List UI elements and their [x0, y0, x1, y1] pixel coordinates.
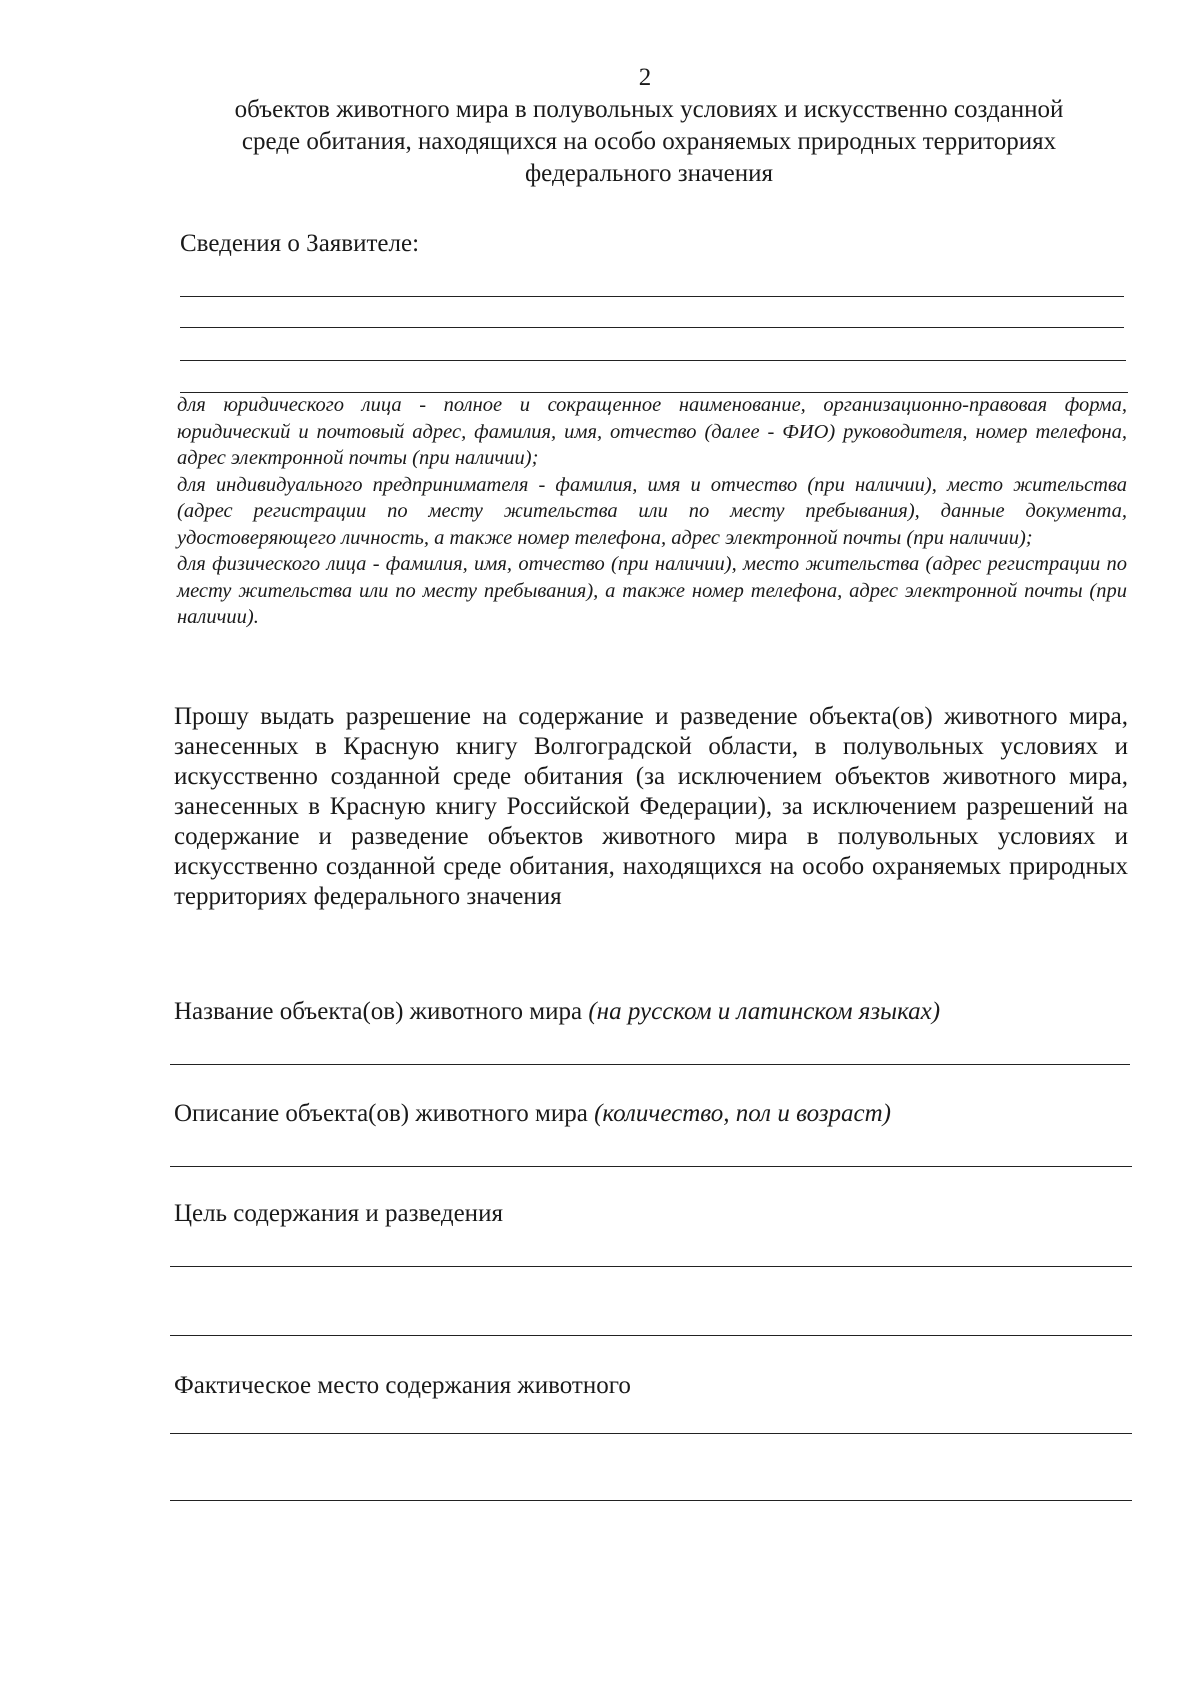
applicant-field-2[interactable]	[180, 327, 1124, 328]
object-name-hint: (на русском и латинском языках)	[588, 998, 941, 1025]
object-description-label	[174, 1098, 891, 1130]
note-entrepreneur: для индивидуального предпринимателя - фамилия, имя и отчество (при наличии), место жительства (адрес регистрации по месту жительства или по месту пребывания), данные документа, удостоверяющего личность, а также номер телефона, адрес электронной почты (при наличии);	[177, 473, 1127, 549]
purpose-field-2[interactable]	[170, 1335, 1132, 1336]
object-name-label-text: Название объекта(ов) животного мира	[174, 998, 583, 1025]
applicant-field-3[interactable]	[180, 360, 1126, 361]
object-description-label-text: Описание объекта(ов) животного мира	[174, 1100, 588, 1127]
object-description-field[interactable]	[170, 1166, 1132, 1167]
location-label: Фактическое место содержания животного	[174, 1372, 631, 1399]
object-description-hint: (количество, пол и возраст)	[594, 1100, 891, 1127]
object-name-field[interactable]	[170, 1064, 1130, 1065]
applicant-label: Сведения о Заявителе:	[180, 230, 420, 257]
heading-line-2: среде обитания, находящихся на особо охраняемых природных территориях	[241, 128, 1057, 155]
request-text: Прошу выдать разрешение на содержание и разведение объекта(ов) животного мира, занесенных в Красную книгу Волгоградской области, в полувольных условиях и искусственно созданной среде обитания (за исключением объектов животного мира, занесенных в Красную книгу Российской Федерации), за исключением разрешений на содержание и разведение объектов животного мира в полувольных условиях и искусственно созданной среде обитания, находящихся на особо охраняемых природных территориях федерального значения	[174, 703, 1128, 910]
purpose-label: Цель содержания и разведения	[174, 1200, 503, 1227]
applicant-instructions	[177, 392, 1127, 631]
applicant-field-1[interactable]	[180, 296, 1124, 297]
form-heading	[170, 94, 1128, 190]
page-number: 2	[638, 64, 652, 91]
object-name-label	[174, 996, 940, 1028]
location-field-1[interactable]	[170, 1433, 1132, 1434]
note-individual: для физического лица - фамилия, имя, отчество (при наличии), место жительства (адрес регистрации по месту жительства или по месту пребывания), а также номер телефона, адрес электронной почты (при наличии).	[177, 553, 1127, 628]
location-field-2[interactable]	[170, 1500, 1132, 1501]
note-legal-entity: для юридического лица - полное и сокращенное наименование, организационно-правовая форма, юридический и почтовый адрес, фамилия, имя, отчество (далее - ФИО) руководителя, номер телефона, адрес электронной почты (при наличии);	[177, 394, 1127, 469]
purpose-field-1[interactable]	[170, 1266, 1132, 1267]
heading-line-3: федерального значения	[524, 160, 773, 187]
heading-line-1: объектов животного мира в полувольных условиях и искусственно созданной	[234, 96, 1064, 123]
